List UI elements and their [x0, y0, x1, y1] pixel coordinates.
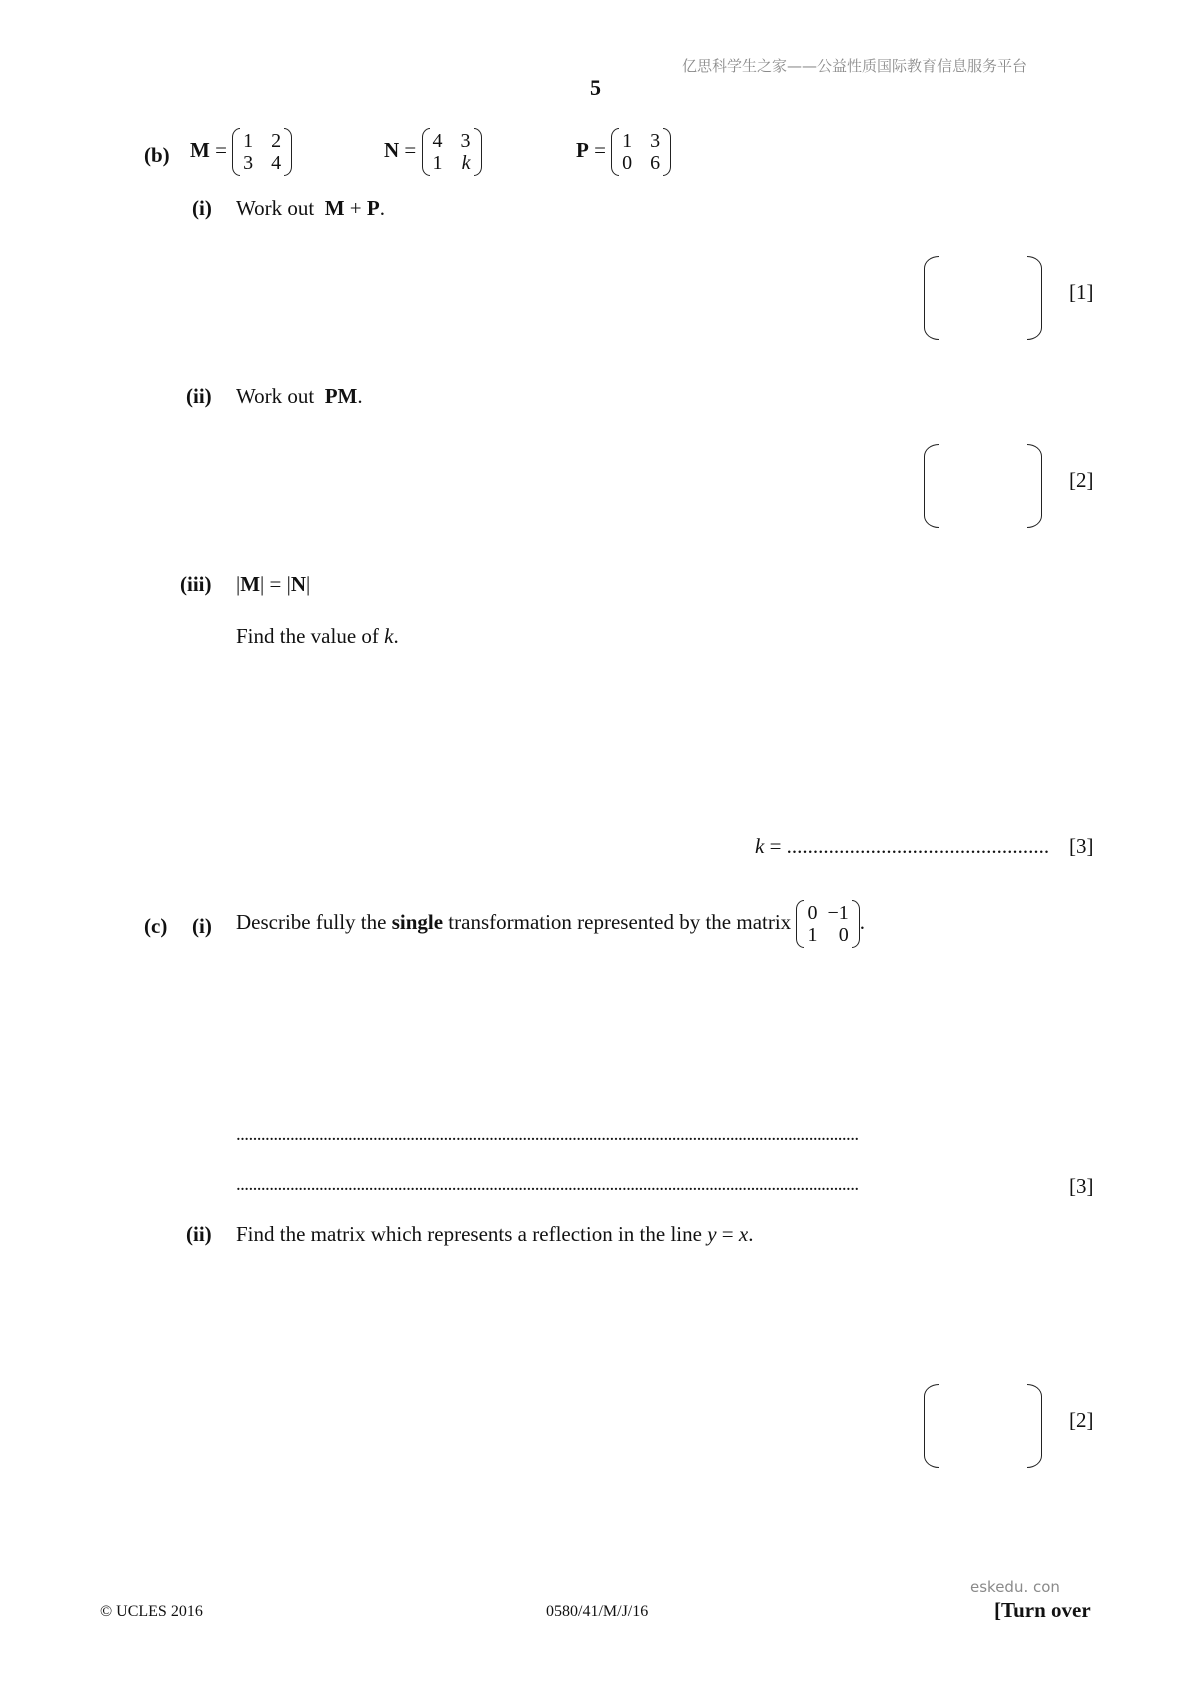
determinant-equation: [236, 572, 310, 597]
rotation-matrix: [796, 900, 859, 948]
find-k-instruction: [236, 624, 399, 649]
watermark-header: 亿思科学生之家——公益性质国际教育信息服务平台: [682, 57, 1028, 75]
expr-p: P: [366, 196, 380, 220]
period: .: [357, 384, 363, 408]
answer-line-1: ......................................................................................................................................................: [236, 1124, 859, 1145]
answer-bracket-left: [924, 1384, 939, 1468]
question-c-i-label: (i): [192, 914, 212, 938]
marks-b-iii: [3]: [1069, 834, 1094, 858]
question-c-i-post: transformation represented by the matrix: [443, 909, 792, 934]
expr-m: M: [324, 196, 345, 220]
copyright: © UCLES 2016: [100, 1603, 203, 1620]
matrix-p-name: P: [576, 137, 589, 162]
question-c-i-pre: Describe fully the: [236, 909, 392, 934]
matrix-m-name: M: [190, 137, 210, 162]
marks-b-ii: [2]: [1069, 468, 1094, 492]
var-k: k: [384, 624, 394, 648]
period: .: [379, 196, 385, 220]
matrix-n-cell: 1: [432, 152, 443, 174]
period: .: [393, 624, 399, 648]
matrix-p-equals: =: [594, 137, 606, 162]
answer-dots: = ..................................................: [764, 834, 1050, 858]
rotation-matrix-cell: 0: [838, 924, 849, 946]
answer-bracket-left: [924, 256, 939, 340]
paper-code: 0580/41/M/J/16: [546, 1603, 649, 1620]
matrix-p-cell: 1: [622, 130, 633, 152]
rotation-matrix-cell: 1: [807, 924, 818, 946]
answer-bracket-right: [1027, 256, 1042, 340]
answer-bracket-right: [1027, 1384, 1042, 1468]
matrix-n-definition: [384, 128, 482, 176]
question-b-i-label: (i): [192, 196, 212, 220]
plus-sign: +: [344, 196, 367, 220]
matrix-p-cell: 6: [650, 152, 661, 174]
matrix-p-cell: 3: [650, 130, 661, 152]
abs-bar: |: [236, 572, 241, 596]
abs-equals: | = |: [260, 572, 291, 596]
matrix-m-cell: 4: [271, 152, 282, 174]
var-k: k: [755, 834, 765, 858]
period: .: [748, 1222, 754, 1246]
matrix-m: [232, 128, 292, 176]
matrix-n-cell: k: [461, 152, 471, 174]
answer-line-2: ......................................................................................................................................................: [236, 1174, 859, 1195]
matrix-n-name: N: [384, 137, 400, 162]
matrix-m-cell: 1: [243, 130, 254, 152]
question-b-i-instruction: Work out: [236, 196, 315, 220]
matrix-m-equals: =: [215, 137, 227, 162]
watermark-footer: eskedu. con: [970, 1578, 1060, 1596]
matrix-n-equals: =: [404, 137, 417, 162]
equals: =: [716, 1222, 739, 1246]
find-k-text: Find the value of: [236, 624, 385, 648]
matrix-n: [422, 128, 482, 176]
det-m: M: [240, 572, 261, 596]
marks-b-i: [1]: [1069, 280, 1094, 304]
var-y: y: [707, 1222, 717, 1246]
answer-line-k: [755, 834, 1049, 859]
period: .: [859, 909, 865, 934]
question-b-ii-instruction: Work out: [236, 384, 315, 408]
question-b-i-text: [236, 196, 385, 221]
matrix-p-cell: 0: [622, 152, 633, 174]
question-b-iii-label: (iii): [180, 572, 212, 596]
matrix-p: [611, 128, 671, 176]
part-c-label: (c): [144, 914, 168, 938]
abs-bar: |: [305, 572, 311, 596]
bold-single: single: [391, 909, 444, 934]
answer-bracket-right: [1027, 444, 1042, 528]
expr-pm: PM: [324, 384, 358, 408]
rotation-matrix-cell: 0: [807, 902, 818, 924]
marks-c-i: [3]: [1069, 1174, 1094, 1198]
turn-over: [Turn over: [994, 1598, 1091, 1622]
var-x: x: [738, 1222, 749, 1246]
page-number: 5: [590, 75, 601, 100]
det-n: N: [290, 572, 306, 596]
answer-bracket-left: [924, 444, 939, 528]
part-b-label: (b): [144, 143, 170, 167]
marks-c-ii: [2]: [1069, 1408, 1094, 1432]
matrix-n-cell: 4: [432, 130, 443, 152]
question-b-ii-text: [236, 384, 363, 409]
question-c-ii-label: (ii): [186, 1222, 212, 1246]
question-c-ii-instruction: Find the matrix which represents a reflection in the line: [236, 1222, 708, 1246]
matrix-n-cell: 3: [460, 130, 471, 152]
matrix-m-cell: 2: [271, 130, 282, 152]
question-c-ii-text: [236, 1222, 753, 1247]
matrix-m-definition: [190, 128, 292, 176]
question-c-i-text: [236, 900, 865, 948]
question-b-ii-label: (ii): [186, 384, 212, 408]
matrix-m-cell: 3: [243, 152, 254, 174]
rotation-matrix-cell: −1: [827, 902, 849, 924]
matrix-p-definition: [576, 128, 671, 176]
